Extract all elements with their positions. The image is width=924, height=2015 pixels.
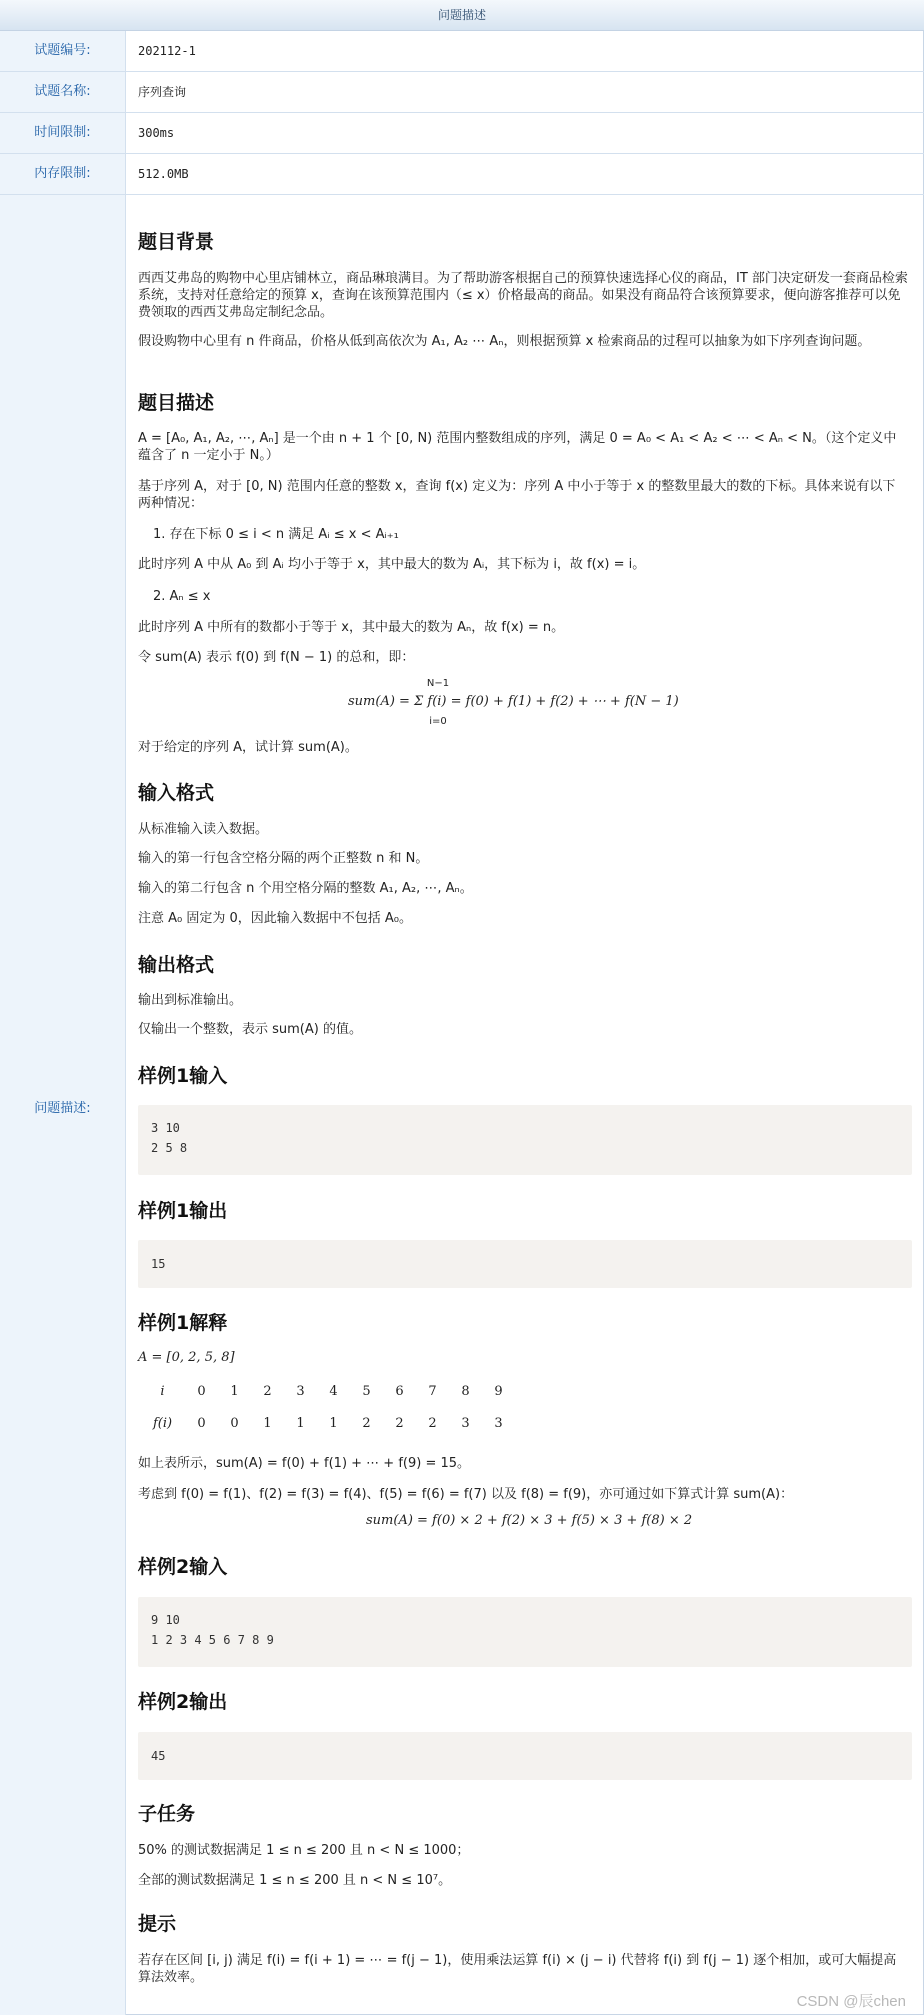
- csdn-watermark: CSDN @辰chen: [796, 1993, 906, 2010]
- info-row-time: [0, 113, 924, 154]
- info-row-memory: [0, 154, 924, 195]
- name-value: 序列查询: [138, 85, 187, 99]
- table-cell-f: 2: [362, 1415, 371, 1431]
- hint-paragraph: 若存在区间 [i, j) 满足 f(i) = f(i + 1) = ⋯ = f(j − 1)，使用乘法运算 f(i) × (j − i) 代替将 f(i) 到 f(j − 1) 逐个相加，或可大幅提高算法效率。: [138, 1953, 897, 1985]
- table-cell-f: 3: [494, 1415, 503, 1431]
- table-i-label: i: [160, 1383, 165, 1399]
- table-cell-i: 0: [197, 1383, 206, 1399]
- sum-lower-limit: i=0: [429, 716, 447, 727]
- table-cell-i: 4: [329, 1383, 338, 1399]
- table-row-i: [140, 1375, 515, 1407]
- input-paragraph-1: 从标准输入读入数据。: [138, 822, 269, 837]
- subtask-heading: 子任务: [138, 1803, 196, 1825]
- sample-2-input-code: 9 10 1 2 3 4 5 6 7 8 9: [138, 1597, 912, 1667]
- table-cell-f: 1: [263, 1415, 272, 1431]
- sample-1-explanation-paragraph-1: 如上表所示，sum(A) = f(0) + f(1) + ⋯ + f(9) = 15。: [138, 1456, 471, 1471]
- output-format-heading: 输出格式: [138, 954, 215, 976]
- memory-label: 内存限制:: [0, 154, 126, 194]
- table-cell-f: 0: [197, 1415, 206, 1431]
- table-cell-f: 3: [461, 1415, 470, 1431]
- sample-1-explanation-paragraph-2: 考虑到 f(0) = f(1)、f(2) = f(3) = f(4)、f(5) = f(6) = f(7) 以及 f(8) = f(9)，亦可通过如下算式计算 sum(A)：: [138, 1487, 794, 1502]
- sample-2-output-heading: 样例2输出: [138, 1691, 228, 1713]
- output-paragraph-2: 仅输出一个整数，表示 sum(A) 的值。: [138, 1022, 362, 1037]
- sample-1-sequence: A = [0, 2, 5, 8]: [138, 1350, 235, 1365]
- time-value: 300ms: [138, 126, 175, 140]
- sample-1-formula: sum(A) = f(0) × 2 + f(2) × 3 + f(5) × 3 + f(8) × 2: [366, 1513, 693, 1528]
- name-label: 试题名称:: [0, 72, 126, 112]
- sample-1-table: [140, 1375, 515, 1439]
- output-paragraph-1: 输出到标准输出。: [138, 993, 243, 1008]
- sample-1-explanation-heading: 样例1解释: [138, 1312, 228, 1334]
- sample-2-input-heading: 样例2输入: [138, 1556, 228, 1578]
- input-paragraph-4: 注意 A₀ 固定为 0，因此输入数据中不包括 A₀。: [138, 911, 413, 926]
- time-label: 时间限制:: [0, 113, 126, 153]
- table-cell-f: 2: [395, 1415, 404, 1431]
- memory-value: 512.0MB: [138, 167, 189, 181]
- sum-upper-limit: N−1: [426, 678, 450, 689]
- calc-paragraph: 对于给定的序列 A，试计算 sum(A)。: [138, 740, 358, 755]
- background-heading: 题目背景: [138, 231, 215, 253]
- table-cell-i: 3: [296, 1383, 305, 1399]
- case-2: 2. Aₙ ≤ x: [153, 589, 211, 604]
- table-cell-i: 6: [395, 1383, 404, 1399]
- case-2-paragraph: 此时序列 A 中所有的数都小于等于 x，其中最大的数为 Aₙ，故 f(x) = n。: [138, 620, 565, 635]
- table-f-label: f(i): [152, 1415, 173, 1431]
- description-row: [0, 195, 924, 2015]
- subtask-paragraph-1: 50% 的测试数据满足 1 ≤ n ≤ 200 且 n < N ≤ 1000；: [138, 1843, 470, 1858]
- hint-heading: 提示: [138, 1913, 177, 1935]
- sample-2-output-code: 45: [138, 1732, 912, 1780]
- table-cell-f: 1: [296, 1415, 305, 1431]
- background-paragraph-2: 假设购物中心里有 n 件商品，价格从低到高依次为 A₁, A₂ ⋯ Aₙ，则根据预算 x 检索商品的过程可以抽象为如下序列查询问题。: [138, 334, 871, 349]
- sum-paragraph: 令 sum(A) 表示 f(0) 到 f(N − 1) 的总和，即：: [138, 650, 415, 665]
- table-cell-f: 1: [329, 1415, 338, 1431]
- id-label: 试题编号:: [0, 31, 126, 71]
- input-paragraph-3: 输入的第二行包含 n 个用空格分隔的整数 A₁, A₂, ⋯, Aₙ。: [138, 881, 473, 896]
- input-format-heading: 输入格式: [138, 782, 215, 804]
- table-cell-i: 9: [494, 1383, 503, 1399]
- case-1: 1. 存在下标 0 ≤ i < n 满足 Aᵢ ≤ x < Aᵢ₊₁: [153, 527, 399, 542]
- description-label-cell: [0, 195, 126, 2015]
- table-cell-i: 2: [263, 1383, 272, 1399]
- table-cell-i: 5: [362, 1383, 371, 1399]
- id-value: 202112-1: [138, 44, 196, 58]
- sample-1-output-heading: 样例1输出: [138, 1200, 228, 1222]
- sum-formula: sum(A) = Σ f(i) = f(0) + f(1) + f(2) + ⋯ + f(N − 1): [348, 694, 679, 709]
- input-paragraph-2: 输入的第一行包含空格分隔的两个正整数 n 和 N。: [138, 851, 429, 866]
- table-row-f: [140, 1407, 515, 1439]
- description-paragraph-2: 基于序列 A，对于 [0, N) 范围内任意的整数 x，查询 f(x) 定义为：序列 A 中小于等于 x 的整数里最大的数的下标。具体来说有以下两种情况：: [138, 479, 896, 511]
- description-heading: 题目描述: [138, 392, 215, 414]
- table-cell-f: 2: [428, 1415, 437, 1431]
- case-1-paragraph: 此时序列 A 中从 A₀ 到 Aᵢ 均小于等于 x，其中最大的数为 Aᵢ，其下标为 i，故 f(x) = i。: [138, 557, 646, 572]
- background-paragraph-1: 西西艾弗岛的购物中心里店铺林立，商品琳琅满目。为了帮助游客根据自己的预算快速选择心仪的商品，IT 部门决定研发一套商品检索系统，支持对任意给定的预算 x，查询在该预算范围内（≤ x）价格最高的商品。如果没有商品符合该预算要求，便向游客推荐可以免费领取的西西艾弗岛定制纪念品。: [138, 271, 908, 320]
- table-cell-i: 1: [230, 1383, 239, 1399]
- sample-1-output-code: 15: [138, 1240, 912, 1288]
- subtask-paragraph-2: 全部的测试数据满足 1 ≤ n ≤ 200 且 n < N ≤ 10⁷。: [138, 1873, 452, 1888]
- info-row-name: [0, 72, 924, 113]
- sample-1-input-heading: 样例1输入: [138, 1065, 228, 1087]
- description-paragraph-1: A = [A₀, A₁, A₂, ⋯, Aₙ] 是一个由 n + 1 个 [0, N) 范围内整数组成的序列，满足 0 = A₀ < A₁ < A₂ < ⋯ < Aₙ < N。（这个定义中蕴含了 n 一定小于 N。）: [138, 431, 897, 463]
- table-cell-f: 0: [230, 1415, 239, 1431]
- info-row-id: [0, 31, 924, 72]
- sample-1-input-code: 3 10 2 5 8: [138, 1105, 912, 1175]
- description-label: 问题描述:: [34, 1101, 91, 1116]
- table-cell-i: 7: [428, 1383, 437, 1399]
- table-cell-i: 8: [461, 1383, 470, 1399]
- page-title: 问题描述: [0, 0, 924, 31]
